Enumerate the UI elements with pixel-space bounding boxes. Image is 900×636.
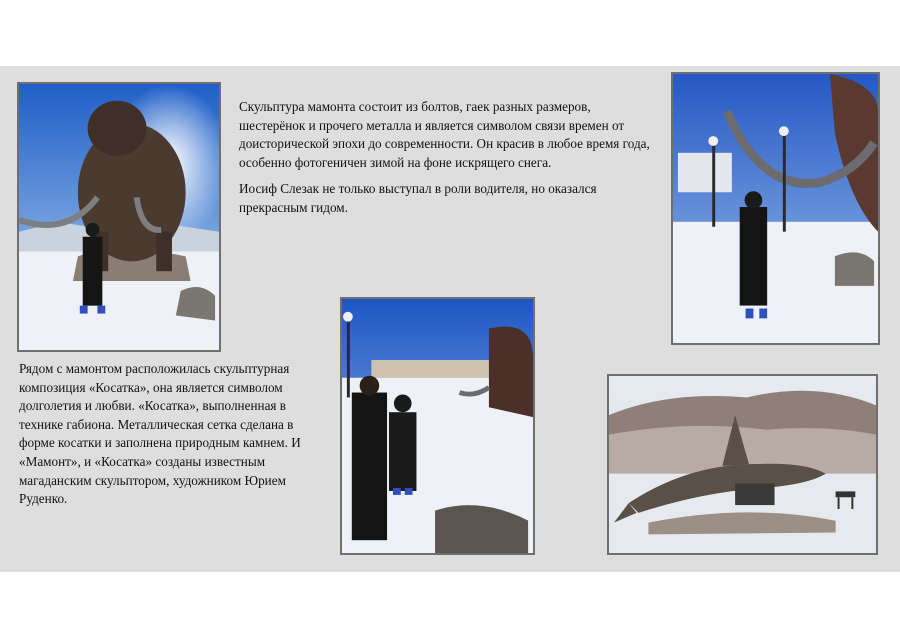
mammoth-sculpture-photo-3: [671, 72, 880, 345]
mammoth-paragraph: Скульптура мамонта состоит из болтов, гаек разных размеров, шестерёнок и прочего металла и является символом связи времен от доисторической эпохи до современности. Он красив в любое время года, особенно фотогеничен зимой на фоне искрящего снега.: [239, 99, 650, 170]
orca-description: [19, 360, 331, 517]
mammoth-sculpture-photo-2: [340, 297, 535, 555]
mammoth-description: [239, 98, 657, 226]
content-panel: [0, 66, 900, 572]
orca-paragraph: Рядом с мамонтом расположилась скульптурная композиция «Косатка», она является символом долголетия и любви. «Косатка», выполненная в технике габиона. Металлическая сетка сделана в форме косатки и заполнена природным камнем. И «Мамонт», и «Косатка» созданы известным магаданским скульптором, художником Юрием Руденко.: [19, 361, 301, 507]
orca-sculpture-photo: [607, 374, 878, 555]
mammoth-sculpture-photo-1: [17, 82, 221, 352]
guide-paragraph: Иосиф Слезак не только выступал в роли водителя, но оказался прекрасным гидом.: [239, 181, 597, 215]
